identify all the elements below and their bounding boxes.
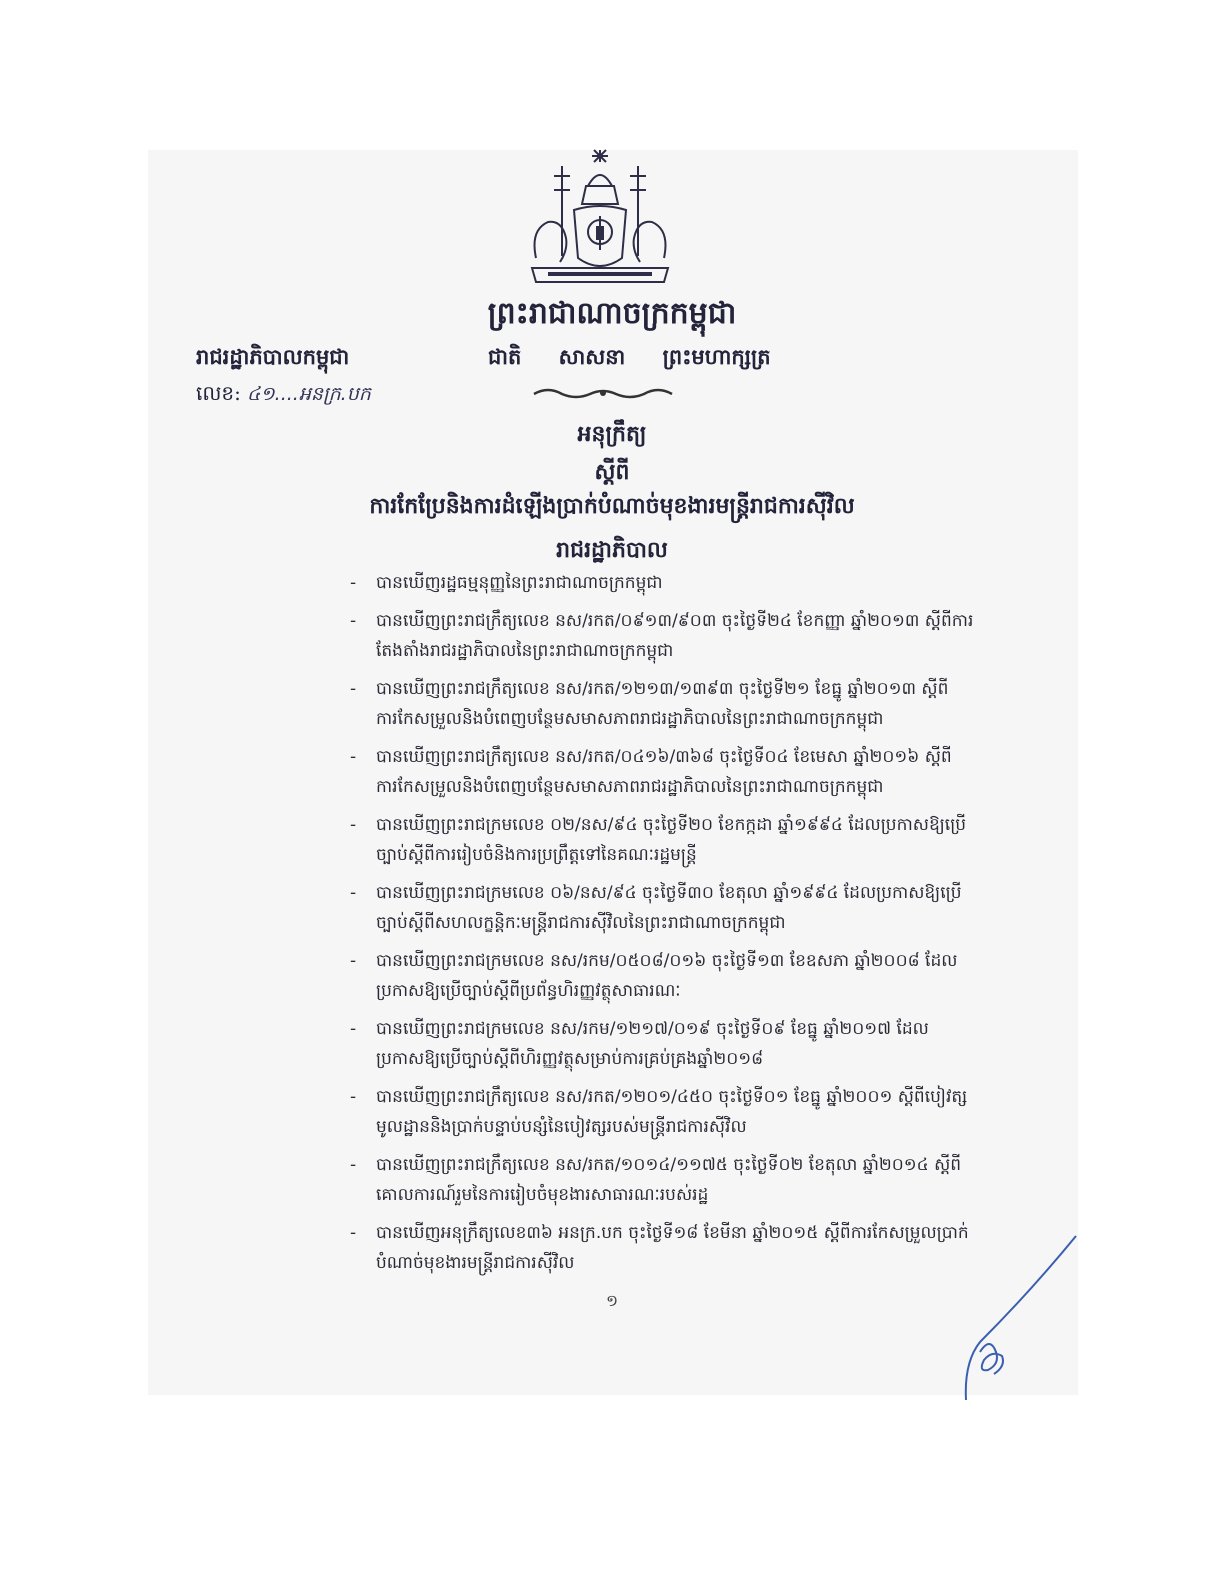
motto-nation: ជាតិ xyxy=(488,344,522,369)
government-name: រាជរដ្ឋាភិបាលកម្ពុជា xyxy=(196,344,350,369)
document-number-label: លេខ: xyxy=(196,381,241,405)
national-motto xyxy=(488,344,771,375)
document-subject: ការកែប្រែនិងការដំឡើងប្រាក់បំណាច់មុខងារមន្ត្រីរាជការស៊ីវិល xyxy=(369,493,855,519)
document-type: អនុក្រឹត្យ xyxy=(577,421,647,447)
kingdom-title: ព្រះរាជាណាចក្រកម្ពុជា xyxy=(487,296,737,331)
preamble-item: - បានឃើញព្រះរាជក្រឹត្យលេខ នស/រកត/០៤១៦/៣៦៨ ចុះថ្ងៃទី០៤ ខែមេសា ឆ្នាំ២០១៦ ស្តីពីការកែសម្រួលនិងបំពេញបន្ថែមសមាសភាពរាជរដ្ឋាភិបាលនៃព្រះរាជាណាចក្រកម្ពុជា xyxy=(346,742,986,802)
preamble-item: - បានឃើញព្រះរាជក្រមលេខ នស/រកម/១២១៧/០១៩ ចុះថ្ងៃទី០៩ ខែធ្នូ ឆ្នាំ២០១៧ ដែលប្រកាសឱ្យប្រើច្បាប់ស្តីពីហិរញ្ញវត្ថុសម្រាប់ការគ្រប់គ្រងឆ្នាំ២០១៨ xyxy=(346,1014,986,1074)
document-issuer: រាជរដ្ឋាភិបាល xyxy=(556,537,668,563)
royal-coat-of-arms-emblem xyxy=(522,146,678,286)
page-number: ១ xyxy=(605,1291,619,1310)
motto-king: ព្រះមហាក្សត្រ xyxy=(662,344,771,369)
preamble-item: - បានឃើញរដ្ឋធម្មនុញ្ញនៃព្រះរាជាណាចក្រកម្ពុជា xyxy=(346,568,986,598)
document-about: ស្តីពី xyxy=(594,459,630,485)
document-number xyxy=(196,380,371,410)
handwritten-signature xyxy=(950,1232,1080,1402)
document-number-value: ៤១....អនក្រ.បក xyxy=(246,383,371,405)
motto-religion: សាសនា xyxy=(558,344,626,369)
preamble-item: - បានឃើញព្រះរាជក្រមលេខ នស/រកម/០៥០៨/០១៦ ចុះថ្ងៃទី១៣ ខែឧសភា ឆ្នាំ២០០៨ ដែលប្រកាសឱ្យប្រើច្បាប់ស្តីពីប្រព័ន្ធហិរញ្ញវត្ថុសាធារណៈ xyxy=(346,946,986,1006)
decorative-ornament xyxy=(528,386,678,400)
preamble-item: - បានឃើញព្រះរាជក្រឹត្យលេខ នស/រកត/១២០១/៤៥០ ចុះថ្ងៃទី០១ ខែធ្នូ ឆ្នាំ២០០១ ស្តីពីបៀវត្សមូលដ្ឋាននិងប្រាក់បន្ទាប់បន្សំនៃបៀវត្សរបស់មន្ត្រីរាជការស៊ីវិល xyxy=(346,1082,986,1142)
preamble-item: - បានឃើញព្រះរាជក្រឹត្យលេខ នស/រកត/០៩១៣/៩០៣ ចុះថ្ងៃទី២៤ ខែកញ្ញា ឆ្នាំ២០១៣ ស្តីពីការតែងតាំងរាជរដ្ឋាភិបាលនៃព្រះរាជាណាចក្រកម្ពុជា xyxy=(346,606,986,666)
preamble-item: - បានឃើញព្រះរាជក្រឹត្យលេខ នស/រកត/១០១៤/១១៧៥ ចុះថ្ងៃទី០២ ខែតុលា ឆ្នាំ២០១៤ ស្តីពីគោលការណ៍រួមនៃការរៀបចំមុខងារសាធារណៈរបស់រដ្ឋ xyxy=(346,1150,986,1210)
preamble-item: - បានឃើញព្រះរាជក្រមលេខ ០២/នស/៩៤ ចុះថ្ងៃទី២០ ខែកក្កដា ឆ្នាំ១៩៩៤ ដែលប្រកាសឱ្យប្រើច្បាប់ស្តីពីការរៀបចំនិងការប្រព្រឹត្តទៅនៃគណៈរដ្ឋមន្ត្រី xyxy=(346,810,986,870)
preamble-item: - បានឃើញអនុក្រឹត្យលេខ៣៦ អនក្រ.បក ចុះថ្ងៃទី១៨ ខែមីនា ឆ្នាំ២០១៥ ស្តីពីការកែសម្រួលប្រាក់បំណាច់មុខងារមន្ត្រីរាជការស៊ីវិល xyxy=(346,1218,986,1278)
preamble-list xyxy=(346,568,986,1286)
preamble-item: - បានឃើញព្រះរាជក្រមលេខ ០៦/នស/៩៤ ចុះថ្ងៃទី៣០ ខែតុលា ឆ្នាំ១៩៩៤ ដែលប្រកាសឱ្យប្រើច្បាប់ស្តីពីសហលក្ខន្តិកៈមន្ត្រីរាជការស៊ីវិលនៃព្រះរាជាណាចក្រកម្ពុជា xyxy=(346,878,986,938)
preamble-item: - បានឃើញព្រះរាជក្រឹត្យលេខ នស/រកត/១២១៣/១៣៩៣ ចុះថ្ងៃទី២១ ខែធ្នូ ឆ្នាំ២០១៣ ស្តីពីការកែសម្រួលនិងបំពេញបន្ថែមសមាសភាពរាជរដ្ឋាភិបាលនៃព្រះរាជាណាចក្រកម្ពុជា xyxy=(346,674,986,734)
